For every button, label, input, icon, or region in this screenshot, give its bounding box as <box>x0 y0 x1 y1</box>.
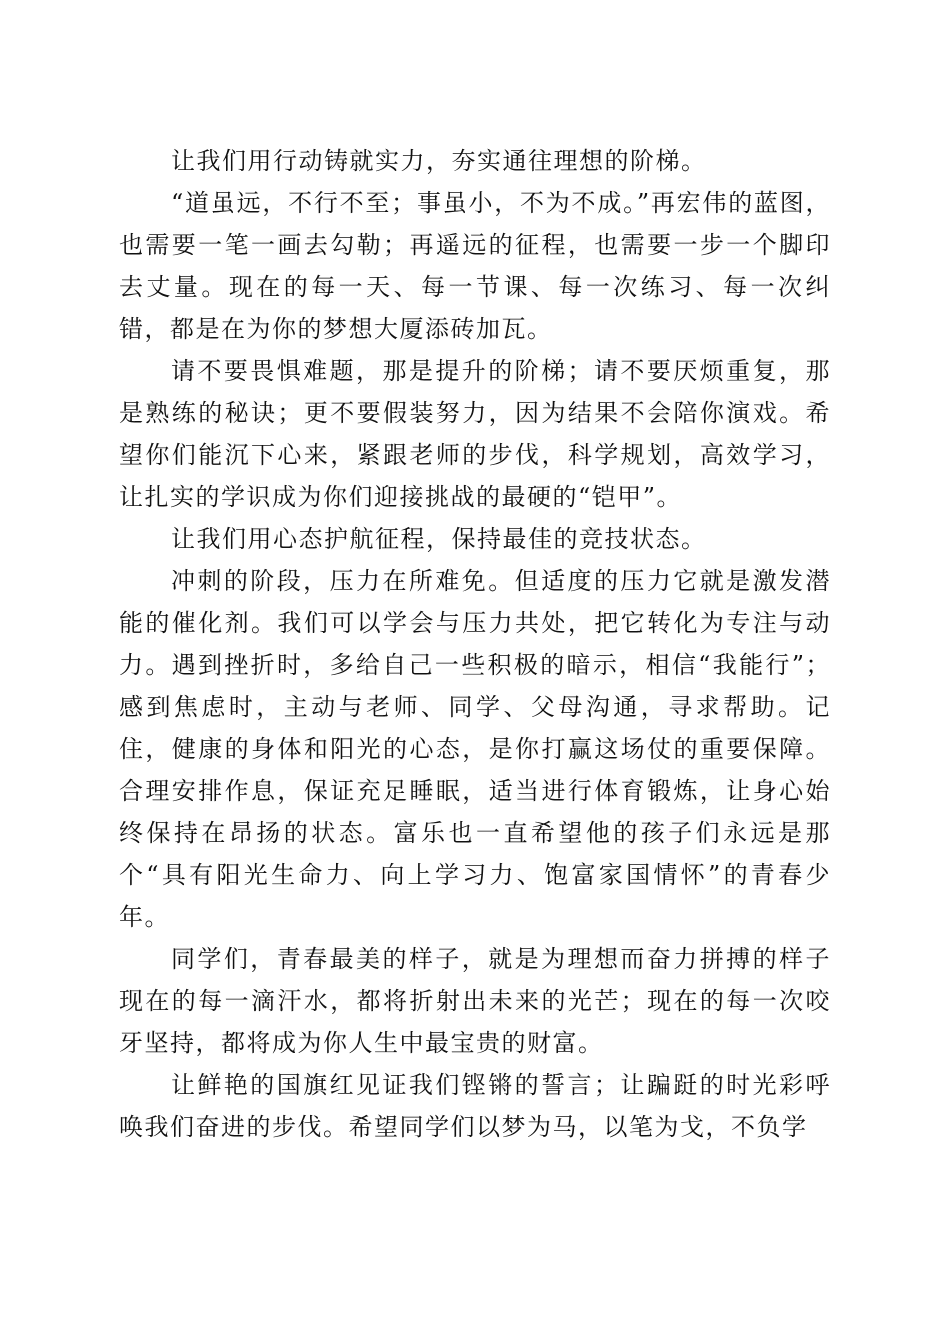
paragraph-mindset: 让我们用心态护航征程，保持最佳的竞技状态。 <box>171 525 707 553</box>
paragraph-sprint-pressure: 冲刺的阶段，压力在所难免。但适度的压力它就是激发潜能的催化剂。我们可以学会与压力共处，把它转化为专注与动力。遇到挫折时，多给自己一些积极的暗示，相信“我能行”；感到焦虑时，主动与老师、同学、父母沟通，寻求帮助。记住，健康的身体和阳光的心态，是你打赢这场仗的重要保障。合理安排作息，保证充足睡眠，适当进行体育锻炼，让身心始终保持在昂扬的状态。富乐也一直希望他的孩子们永远是那个“具有阳光生命力、向上学习力、饱富家国情怀”的青春少年。 <box>119 567 831 931</box>
paragraph-dont-fear-problems: 请不要畏惧难题，那是提升的阶梯；请不要厌烦重复，那是熟练的秘诀；更不要假装努力，因为结果不会陪你演戏。希望你们能沉下心来，紧跟老师的步伐，科学规划，高效学习，让扎实的学识成为你们迎接挑战的最硬的“铠甲”。 <box>119 357 831 511</box>
paragraph-action-strength: 让我们用行动铸就实力，夯实通往理想的阶梯。 <box>171 147 707 175</box>
document-body <box>119 140 831 1148</box>
paragraph-youth: 同学们，青春最美的样子，就是为理想而奋力拼搏的样子现在的每一滴汗水，都将折射出未来的光芒；现在的每一次咬牙坚持，都将成为你人生中最宝贵的财富。 <box>119 945 831 1057</box>
paragraph-national-flag: 让鲜艳的国旗红见证我们铿锵的誓言；让蹁跹的时光彩呼唤我们奋进的步伐。希望同学们以梦为马，以笔为戈，不负学 <box>119 1071 831 1141</box>
paragraph-road-far: “道虽远，不行不至；事虽小，不为不成。”再宏伟的蓝图，也需要一笔一画去勾勒；再遥远的征程，也需要一步一个脚印去丈量。现在的每一天、每一节课、每一次练习、每一次纠错，都是在为你的梦想大厦添砖加瓦。 <box>119 189 831 343</box>
